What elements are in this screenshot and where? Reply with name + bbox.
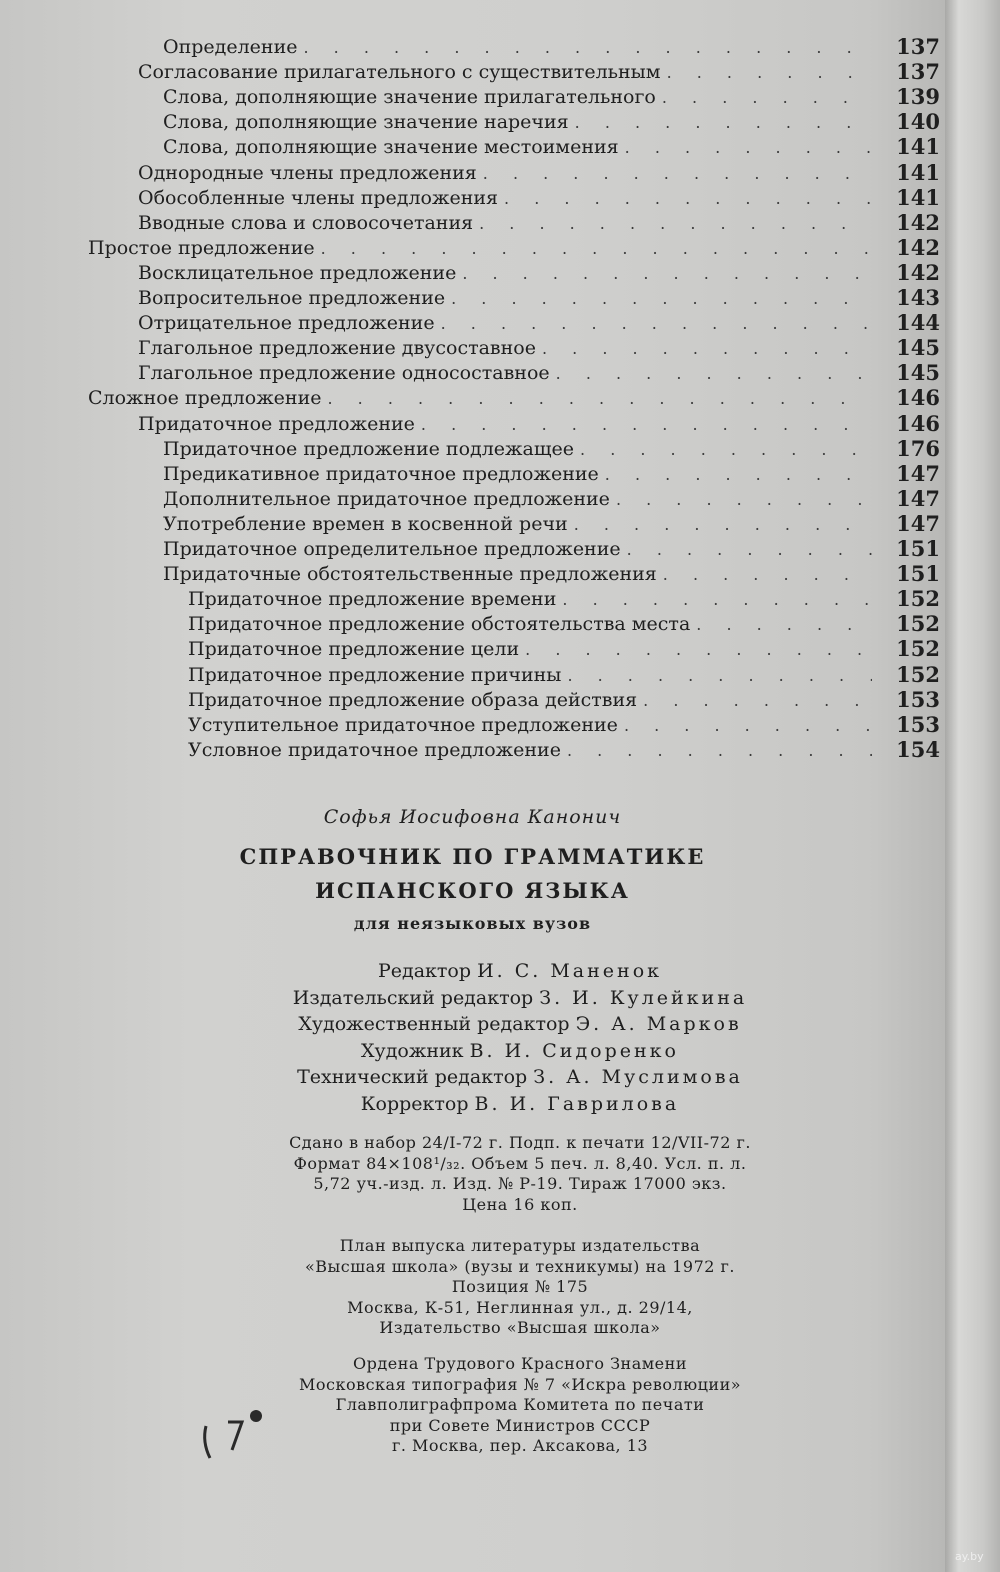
toc-entry-page: 152 (896, 661, 940, 687)
toc-dot-leader (441, 311, 872, 337)
toc-dot-leader (462, 261, 872, 287)
toc-entry-title: Придаточные обстоятельственные предложения (163, 563, 657, 586)
staff-line (0, 1011, 1000, 1037)
staff-line (0, 958, 1000, 984)
toc-entry-title: Сложное предложение (88, 387, 322, 410)
page-edge (945, 0, 1000, 1572)
toc-entry (138, 210, 878, 236)
toc-entry-page: 145 (896, 335, 940, 361)
staff-role: Редактор (377, 960, 472, 982)
book-title-line-2: ИСПАНСКОГО ЯЗЫКА (315, 878, 630, 903)
toc-entry (138, 285, 878, 311)
staff-name: З. И. Кулейкина (539, 986, 748, 1009)
staff-name: В. И. Гаврилова (474, 1093, 680, 1115)
toc-entry (163, 511, 878, 537)
imprint-line: Московская типография № 7 «Искра революции» (298, 1374, 742, 1394)
toc-dot-leader (567, 738, 872, 764)
toc-dot-leader (479, 211, 872, 237)
toc-entry-title: Простое предложение (88, 236, 315, 259)
toc-entry (138, 160, 878, 186)
toc-entry-page: 154 (896, 736, 940, 762)
toc-entry (138, 360, 878, 386)
toc-entry-title: Восклицательное предложение (138, 261, 457, 284)
staff-role: Художник (361, 1039, 464, 1062)
author-name: Софья Иосифовна Канонич (323, 806, 622, 828)
toc-dot-leader (580, 437, 872, 463)
toc-entry (138, 411, 878, 437)
toc-entry-page: 137 (896, 34, 940, 59)
toc-entry-title: Обособленные члены предложения (138, 186, 499, 209)
toc-entry-page: 146 (896, 385, 940, 411)
toc-entry-title: Вводные слова и словосочетания (138, 211, 474, 234)
pen-mark-icon (198, 1402, 268, 1462)
toc-entry (188, 712, 878, 738)
toc-entry (138, 185, 878, 211)
toc-entry-page: 153 (896, 711, 940, 737)
toc-dot-leader (663, 562, 872, 588)
toc-entry-title: Употребление времен в косвенной речи (163, 512, 568, 535)
staff-line (0, 985, 1000, 1011)
imprint-line: 5,72 уч.-изд. л. Изд. № Р-19. Тираж 17000 экз. (313, 1174, 727, 1193)
staff-role: Корректор (360, 1093, 469, 1115)
toc-entry (188, 737, 878, 763)
toc-entry-title: Слова, дополняющие значение прилагательного (163, 86, 656, 109)
toc-dot-leader (696, 612, 872, 638)
book-title-line-1: СПРАВОЧНИК ПО ГРАММАТИКЕ (239, 844, 706, 869)
toc-entry-page: 139 (896, 84, 940, 110)
toc-entry-title: Придаточное предложение причины (188, 663, 562, 686)
toc-entry (163, 436, 878, 462)
imprint-line: Издательство «Высшая школа» (379, 1318, 661, 1337)
toc-entry-title: Глагольное предложение односоставное (138, 362, 550, 385)
toc-dot-leader (643, 688, 872, 714)
toc-entry-page: 143 (896, 285, 940, 310)
toc-dot-leader (562, 587, 872, 613)
toc-entry (188, 662, 878, 688)
toc-entry (163, 536, 878, 562)
toc-entry-page: 142 (896, 209, 940, 235)
toc-dot-leader (624, 713, 872, 739)
toc-entry-title: Придаточное предложение времени (188, 588, 557, 611)
toc-dot-leader (451, 286, 872, 312)
imprint-line: г. Москва, пер. Аксакова, 13 (391, 1436, 649, 1455)
toc-dot-leader (575, 110, 872, 136)
staff-line (0, 1091, 1000, 1117)
staff-name: В. И. Сидоренко (469, 1039, 679, 1062)
toc-entry-title: Дополнительное придаточное предложение (163, 487, 610, 510)
toc-entry-title: Согласование прилагательного с существительным (138, 61, 661, 84)
toc-dot-leader (625, 135, 872, 161)
toc-entry-page: 144 (896, 310, 940, 336)
staff-line (0, 1064, 1000, 1090)
toc-entry (88, 235, 878, 261)
toc-entry (163, 84, 878, 110)
toc-entry-page: 145 (896, 360, 940, 386)
toc-entry-page: 152 (896, 636, 940, 662)
staff-line (0, 1038, 1000, 1064)
toc-dot-leader (483, 161, 872, 187)
toc-entry-page: 152 (896, 611, 940, 637)
toc-entry-title: Придаточное предложение подлежащее (163, 437, 575, 460)
toc-entry-page: 176 (896, 435, 940, 461)
toc-entry-title: Предикативное придаточное предложение (163, 462, 599, 485)
toc-entry-page: 152 (896, 586, 940, 612)
toc-entry-title: Придаточное предложение цели (188, 638, 520, 661)
imprint-line: Формат 84×108¹/₃₂. Объем 5 печ. л. 8,40. Усл. п. л. (293, 1153, 747, 1173)
toc-entry-title: Вопросительное предложение (138, 287, 446, 309)
imprint-line: Главполиграфпрома Комитета по печати (335, 1395, 705, 1414)
toc-dot-leader (504, 186, 872, 212)
staff-role: Технический редактор (297, 1066, 528, 1089)
toc-entry (138, 335, 878, 361)
imprint-line: при Совете Министров СССР (389, 1415, 651, 1435)
toc-entry-page: 147 (896, 510, 940, 536)
toc-entry-page: 142 (896, 234, 940, 260)
toc-dot-leader (421, 412, 872, 438)
toc-entry-page: 141 (896, 159, 940, 185)
toc-dot-leader (321, 236, 872, 262)
staff-name: З. А. Муслимова (533, 1066, 743, 1089)
toc-entry-page: 153 (896, 686, 940, 712)
toc-entry-page: 140 (896, 109, 940, 135)
staff-role: Издательский редактор (292, 986, 534, 1009)
toc-entry-title: Глагольное предложение двусоставное (138, 337, 536, 360)
toc-entry-page: 146 (896, 410, 940, 436)
toc-entry-title: Слова, дополняющие значение местоимения (163, 136, 619, 159)
toc-dot-leader (556, 361, 872, 387)
toc-entry-page: 147 (896, 485, 940, 511)
toc-entry (188, 687, 878, 713)
book-subtitle: для неязыковых вузов (353, 914, 592, 933)
toc-dot-leader (303, 35, 872, 61)
toc-dot-leader (567, 663, 872, 689)
imprint-line: «Высшая школа» (вузы и техникумы) на 1972 г. (304, 1256, 736, 1276)
imprint-line: Сдано в набор 24/I-72 г. Подп. к печати 12/VII-72 г. (289, 1133, 751, 1152)
toc-entry-title: Придаточное предложение образа действия (188, 688, 638, 711)
toc-entry (188, 586, 878, 612)
toc-entry-title: Слова, дополняющие значение наречия (163, 111, 569, 134)
toc-dot-leader (662, 85, 872, 111)
toc-entry-page: 142 (896, 259, 940, 285)
toc-dot-leader (616, 487, 872, 513)
toc-entry (163, 34, 878, 60)
staff-role: Художественный редактор (298, 1013, 570, 1036)
toc-entry-page: 151 (896, 561, 940, 587)
toc-entry-title: Придаточное предложение обстоятельства места (188, 613, 691, 636)
toc-entry-page: 137 (896, 59, 940, 85)
toc-entry (138, 310, 878, 336)
toc-entry-page: 141 (896, 134, 940, 160)
toc-entry (163, 561, 878, 587)
toc-entry-title: Определение (163, 36, 298, 58)
toc-entry-title: Уступительное придаточное предложение (188, 713, 618, 736)
imprint-line: Позиция № 175 (451, 1277, 589, 1296)
toc-entry (138, 59, 878, 85)
watermark: ay.by (955, 1550, 984, 1563)
toc-dot-leader (525, 637, 872, 663)
imprint-line: Ордена Трудового Красного Знамени (353, 1354, 687, 1373)
toc-entry-title: Однородные члены предложения (138, 161, 477, 184)
toc-entry (188, 611, 878, 637)
toc-dot-leader (605, 462, 872, 488)
toc-entry-page: 141 (896, 184, 940, 210)
toc-dot-leader (627, 537, 872, 563)
toc-entry (163, 486, 878, 512)
staff-name: И. С. Маненок (477, 960, 663, 982)
toc-entry-title: Придаточное определительное предложение (163, 538, 621, 560)
toc-entry-title: Условное придаточное предложение (188, 738, 561, 761)
imprint-line: План выпуска литературы издательства (339, 1236, 701, 1255)
toc-entry (88, 385, 878, 411)
toc-dot-leader (667, 60, 872, 86)
toc-dot-leader (327, 386, 872, 412)
toc-entry (163, 109, 878, 135)
staff-name: Э. А. Марков (575, 1013, 742, 1036)
toc-entry-title: Придаточное предложение (138, 412, 415, 435)
imprint-line: Цена 16 коп. (462, 1194, 578, 1214)
toc-entry-title: Отрицательное предложение (138, 312, 435, 335)
toc-entry-page: 147 (896, 460, 940, 486)
imprint-line: Москва, К-51, Неглинная ул., д. 29/14, (347, 1297, 693, 1317)
toc-dot-leader (542, 336, 872, 362)
toc-entry (188, 636, 878, 662)
toc-entry (163, 461, 878, 487)
toc-entry (163, 134, 878, 160)
toc-entry (138, 260, 878, 286)
toc-entry-page: 151 (896, 536, 940, 561)
toc-dot-leader (574, 512, 872, 538)
